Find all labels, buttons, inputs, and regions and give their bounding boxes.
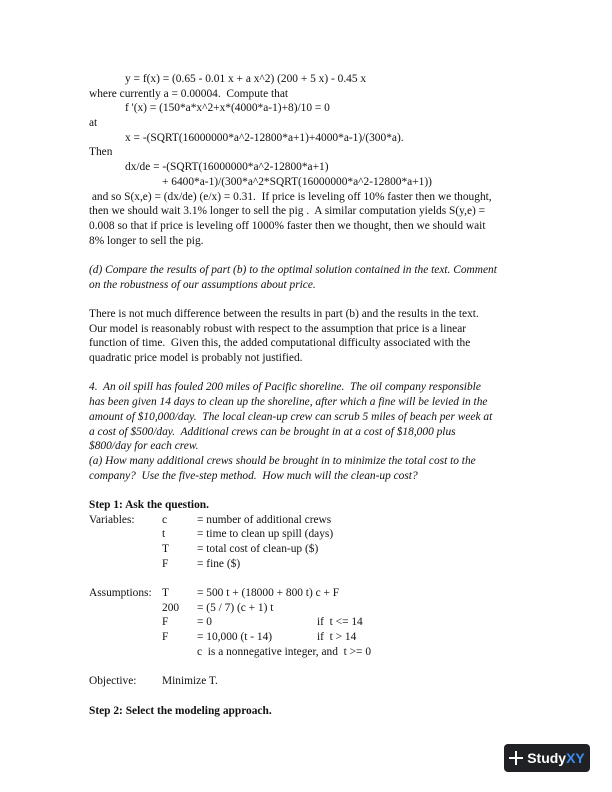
answer-line: function of time. Given this, the added computational difficulty associated with the <box>89 337 471 350</box>
assumption-symbol: F <box>162 616 169 629</box>
assumption-row <box>89 615 529 630</box>
text-line: where currently a = 0.00004. Compute that <box>89 87 289 100</box>
variable-definition: = time to clean up spill (days) <box>197 528 334 541</box>
assumption-row <box>89 630 529 645</box>
equation-line: dx/de = -(SQRT(16000000*a^2-12800*a+1) <box>125 161 329 174</box>
problem-line: 4. An oil spill has fouled 200 miles of Pacific shoreline. The oil company responsible <box>89 381 481 394</box>
assumption-row <box>89 601 529 616</box>
step-heading: Step 2: Select the modeling approach. <box>89 704 272 717</box>
variable-row <box>89 557 529 572</box>
text-line: 8% longer to sell the pig. <box>89 234 204 247</box>
text-line: and so S(x,e) = (dx/de) (e/x) = 0.31. If price is leveling off 10% faster then we thought, <box>89 190 492 203</box>
variable-definition: = fine ($) <box>197 557 241 570</box>
text-line: then we should wait 3.1% longer to sell the pig . A similar computation yields S(y,e) = <box>89 205 486 218</box>
assumption-constraint: c is a nonnegative integer, and t >= 0 <box>197 645 372 658</box>
answer-line: quadratic price model is probably not justified. <box>89 352 303 365</box>
variables-label: Variables: <box>89 513 135 526</box>
assumption-condition: if t <= 14 <box>317 616 363 629</box>
equation-line: x = -(SQRT(16000000*a^2-12800*a+1)+4000*a-1)/(300*a). <box>125 131 404 144</box>
variable-symbol: T <box>162 543 169 555</box>
assumption-condition: if t > 14 <box>317 631 357 644</box>
equation-line: + 6400*a-1)/(300*a^2*SQRT(16000000*a^2-12800*a+1)) <box>162 175 432 188</box>
variable-definition: = total cost of clean-up ($) <box>197 543 319 555</box>
objective-label: Objective: <box>89 675 137 688</box>
text-line: Then <box>89 146 113 159</box>
step-heading: Step 1: Ask the question. <box>89 498 209 511</box>
document-page <box>89 72 529 718</box>
problem-line: $800/day for each crew. <box>89 440 199 453</box>
objective-row <box>89 674 529 689</box>
equation-line: y = f(x) = (0.65 - 0.01 x + a x^2) (200 + 5 x) - 0.45 x <box>125 73 367 85</box>
assumption-definition: = 0 <box>197 616 212 629</box>
variable-symbol: c <box>162 513 168 526</box>
problem-line: amount of $10,000/day. The local clean-up crew can scrub 5 miles of beach per week at <box>89 410 493 423</box>
objective-text: Minimize T. <box>162 675 218 688</box>
variable-definition: = number of additional crews <box>197 513 332 526</box>
variable-row <box>89 542 529 557</box>
problem-line: a cost of $500/day. Additional crews can be brought in at a cost of $18,000 plus <box>89 425 456 438</box>
variable-symbol: F <box>162 557 169 570</box>
assumption-row <box>89 586 529 601</box>
assumption-symbol: F <box>162 631 169 644</box>
logo-accent: XY <box>566 749 585 766</box>
assumption-symbol: T <box>162 587 169 600</box>
assumption-definition: = (5 / 7) (c + 1) t <box>197 601 274 614</box>
variable-symbol: t <box>162 528 166 541</box>
answer-line: There is not much difference between the results in part (b) and the results in the text. <box>89 308 479 320</box>
assumption-definition: = 500 t + (18000 + 800 t) c + F <box>197 587 340 600</box>
question-line: (d) Compare the results of part (b) to the optimal solution contained in the text. Comment <box>89 263 497 276</box>
equation-line: f '(x) = (150*a*x^2+x*(4000*a-1)+8)/10 = 0 <box>125 102 330 115</box>
problem-line: company? Use the five-step method. How much will the clean-up cost? <box>89 469 418 482</box>
text-line: 0.008 so that if price is leveling off 1000% faster then we thought, then we should wait <box>89 219 486 232</box>
studyxy-logo[interactable] <box>504 744 590 772</box>
assumption-symbol: 200 <box>162 601 180 614</box>
problem-line: (a) How many additional crews should be brought in to minimize the total cost to the <box>89 454 476 467</box>
plus-icon <box>509 751 523 765</box>
variable-row <box>89 513 529 528</box>
variable-row <box>89 527 529 542</box>
assumption-definition: = 10,000 (t - 14) <box>197 631 273 644</box>
answer-line: Our model is reasonably robust with respect to the assumption that price is a linear <box>89 322 467 335</box>
assumptions-label: Assumptions: <box>89 587 152 600</box>
text-line: at <box>89 117 98 130</box>
logo-text: Study <box>527 749 567 766</box>
problem-line: has been given 14 days to clean up the shoreline, after which a fine will be levied in the <box>89 396 488 409</box>
assumption-row <box>89 645 529 660</box>
question-line: on the robustness of our assumptions about price. <box>89 278 316 291</box>
